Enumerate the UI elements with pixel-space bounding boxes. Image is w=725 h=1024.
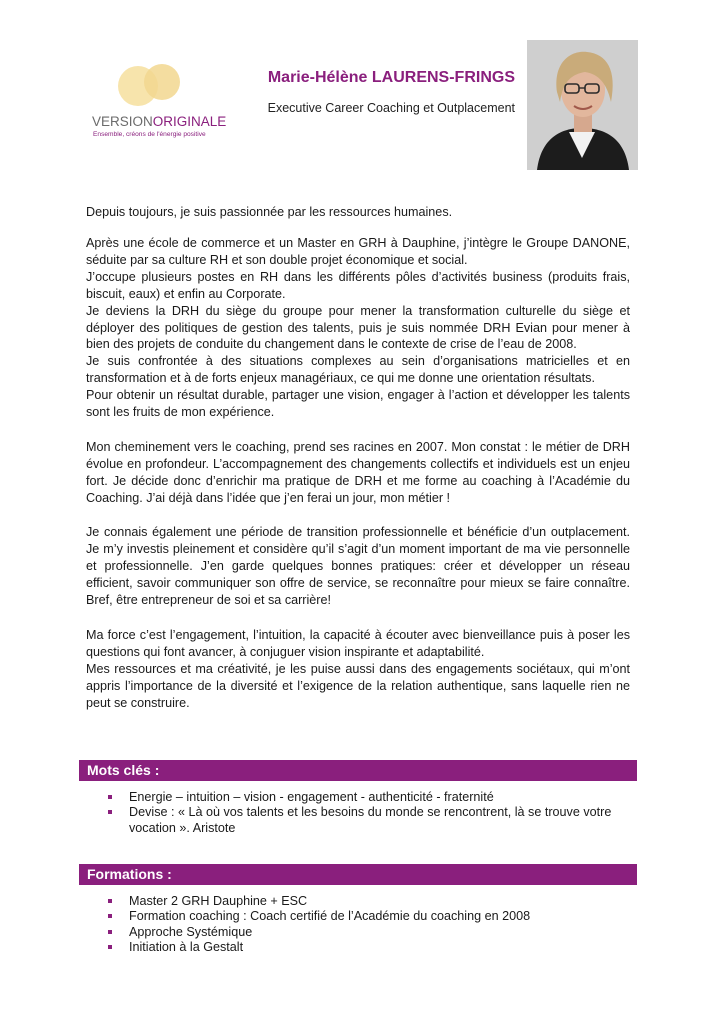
list-item: Master 2 GRH Dauphine + ESC	[108, 894, 638, 909]
career-paragraph	[86, 235, 630, 421]
paragraph: J’occupe plusieurs postes en RH dans les différents pôles d’activités business (produits frais, biscuit, eaux) et enfin au Corporate.	[86, 269, 630, 301]
intro-paragraph: Depuis toujours, je suis passionnée par les ressources humaines.	[86, 205, 453, 219]
job-title: Executive Career Coaching et Outplacement	[267, 101, 515, 115]
list-item: Energie – intuition – vision - engagement - authenticité - fraternité	[108, 790, 638, 805]
transition-paragraph: Je connais également une période de transition professionnelle et bénéficie d’un outplacement. Je m’y investis pleinement et considère qu’il s’agit d’un moment important de ma vie personnelle et professionnelle. J’en garde quelques bonnes pratiques: créer et développer un réseau efficient, savoir communiquer son offre de service, se reconnaître pour mieux se faire connaître. Bref, être entrepreneur de soi et sa carrière!	[86, 525, 630, 607]
company-logo	[92, 62, 227, 142]
logo-circles-icon	[116, 62, 188, 112]
strengths-paragraph	[86, 627, 630, 712]
bullet-icon	[108, 914, 112, 918]
bullet-icon	[108, 795, 112, 799]
paragraph: Je deviens la DRH du siège du groupe pour mener la transformation culturelle du siège et déployer des politiques de gestion des talents, puis je suis nommée DRH Evian pour mener à bien des projets de conduite du changement dans le contexte de crise de l’eau de 2008.	[86, 303, 630, 352]
list-item: Initiation à la Gestalt	[108, 940, 638, 955]
bullet-icon	[108, 945, 112, 949]
logo-wordmark: VERSIONORIGINALE	[92, 114, 227, 129]
bullet-icon	[108, 899, 112, 903]
section-title: Formations :	[87, 866, 172, 882]
bullet-icon	[108, 930, 112, 934]
paragraph: Ma force c’est l’engagement, l’intuition, la capacité à écouter avec bienveillance puis à poser les questions qui font avancer, à conjuguer vision inspirante et adaptabilité.	[86, 628, 630, 659]
paragraph: Je suis confrontée à des situations complexes au sein d’organisations matricielles et en transformation et à de forts enjeux managériaux, ce qui me donne une orientation résultats.	[86, 354, 630, 386]
keywords-section-header	[79, 760, 637, 781]
paragraph: Après une école de commerce et un Master en GRH à Dauphine, j’intègre le Groupe DANONE, séduite par sa culture RH et son double projet économique et social.	[86, 236, 630, 267]
list-item: Formation coaching : Coach certifié de l’Académie du coaching en 2008	[108, 909, 638, 924]
portrait-photo	[527, 40, 638, 170]
coaching-paragraph: Mon cheminement vers le coaching, prend ses racines en 2007. Mon constat : le métier de DRH évolue en profondeur. L’accompagnement des changements collectifs et individuels est un enjeu fort. Je décide donc d’enrichir ma pratique de DRH et me forme au coaching à l’Académie du Coaching. J’ai déjà dans l’idée que j’en ferai un jour, mon métier !	[86, 440, 630, 505]
logo-tagline: Ensemble, créons de l'énergie positive	[93, 131, 206, 138]
paragraph: Mes ressources et ma créativité, je les puise aussi dans des engagements sociétaux, qui m’ont appris l’importance de la diversité et l’exigence de la relation authentique, sans laquelle rien ne peut se construire.	[86, 661, 630, 710]
paragraph: Pour obtenir un résultat durable, partager une vision, engager à l’action et développer les talents sont les fruits de mon expérience.	[86, 388, 630, 420]
list-item: Devise : « Là où vos talents et les besoins du monde se rencontrent, là se trouve votre vocation ». Aristote	[108, 805, 638, 836]
section-title: Mots clés :	[87, 762, 160, 778]
person-name: Marie-Hélène LAURENS-FRINGS	[267, 69, 515, 86]
bullet-icon	[108, 810, 112, 814]
training-list	[108, 894, 638, 955]
list-item: Approche Systémique	[108, 925, 638, 940]
training-section-header	[79, 864, 637, 885]
keywords-list	[108, 790, 638, 836]
